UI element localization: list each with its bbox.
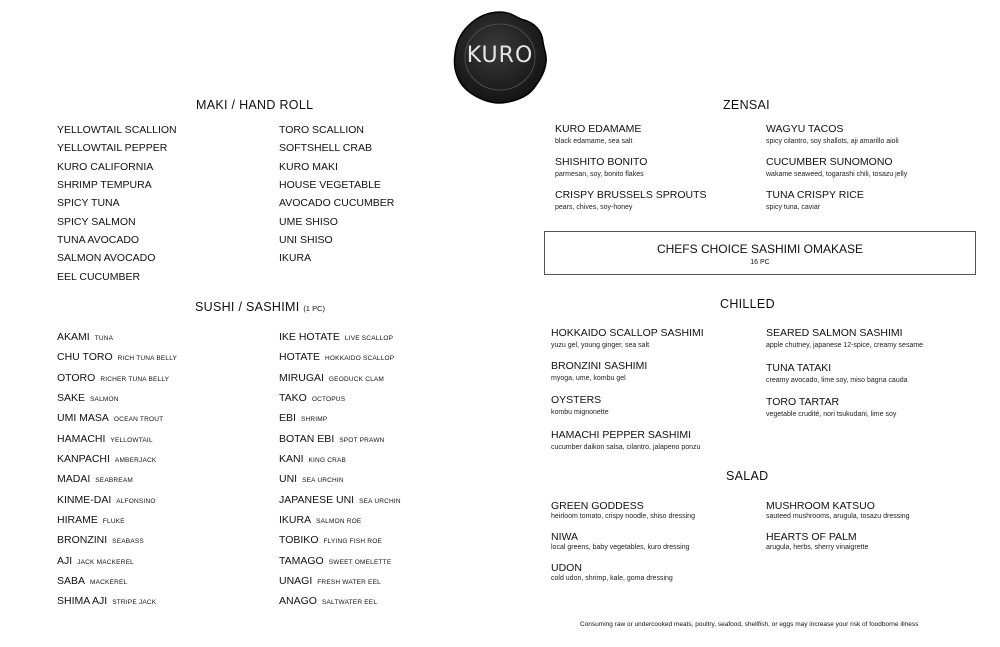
sushi-item-note: SPOT PRAWN: [339, 436, 385, 444]
zensai-section-title: ZENSAI: [723, 98, 770, 112]
sushi-item: [279, 430, 401, 450]
sushi-item-name: KANI: [279, 453, 304, 466]
sushi-item-name: IKE HOTATE: [279, 331, 340, 343]
salad-dish: [551, 500, 695, 520]
foodborne-illness-disclaimer: Consuming raw or undercooked meats, poultry, seafood, shellfish, or eggs may increase your risk of foodborne illness: [580, 621, 919, 628]
sushi-item-name: OTORO: [57, 371, 96, 384]
sushi-item-name: TAMAGO: [279, 554, 324, 567]
sushi-item-note: SEA URCHIN: [359, 497, 401, 505]
maki-item: KURO MAKI: [279, 160, 338, 173]
dish-name: WAGYU TACOS: [766, 123, 844, 135]
zensai-dish: [555, 156, 647, 178]
sushi-item-note: OCTOPUS: [311, 396, 346, 404]
dish-desc: parmesan, soy, bonito flakes: [555, 171, 644, 178]
sushi-item-note: KING CRAB: [308, 457, 347, 465]
sushi-item-note: LIVE SCALLOP: [344, 335, 394, 342]
sushi-item-note: FRESH WATER EEL: [317, 579, 381, 587]
dish-name: SHISHITO BONITO: [555, 156, 648, 168]
sushi-item: [279, 348, 401, 368]
dish-name: UDON: [551, 562, 582, 574]
sushi-item: [279, 592, 401, 612]
maki-item: SPICY SALMON: [57, 215, 136, 228]
sushi-item-name: HOTATE: [279, 351, 321, 364]
dish-desc: yuzu gel, young ginger, sea salt: [551, 342, 650, 349]
dish-name: SEARED SALMON SASHIMI: [766, 327, 903, 339]
dish-desc: creamy avocado, lime soy, miso bagna cauda: [766, 377, 908, 384]
dish-desc: spicy cilantro, soy shallots, aji amarillo aioli: [766, 138, 899, 145]
sushi-item-note: JACK MACKEREL: [77, 558, 134, 566]
sushi-item: [279, 369, 401, 389]
sushi-item-name: CHU TORO: [57, 351, 113, 364]
dish-desc: black edamame, sea salt: [555, 138, 633, 145]
maki-item: HOUSE VEGETABLE: [279, 179, 381, 192]
dish-name: TUNA TATAKI: [766, 362, 832, 374]
maki-item: IKURA: [279, 252, 312, 265]
omakase-box: [544, 231, 976, 275]
sushi-item-note: SALMON ROE: [316, 518, 362, 526]
sushi-item: [57, 389, 177, 409]
chilled-dish: [551, 327, 704, 349]
maki-item: YELLOWTAIL PEPPER: [57, 142, 168, 155]
dish-desc: pears, chives, soy-honey: [555, 204, 633, 211]
sushi-item: [279, 511, 401, 531]
sushi-item-name: HIRAME: [57, 514, 98, 527]
sushi-item: [279, 389, 401, 409]
sushi-item: [57, 430, 177, 450]
salad-dish: [551, 562, 673, 582]
sushi-item: [57, 450, 177, 470]
sushi-item: [279, 531, 401, 551]
zensai-dish: [766, 123, 899, 145]
dish-desc: apple chutney, japanese 12-spice, creamy sesame: [766, 342, 924, 349]
sushi-item-name: AJI: [57, 554, 73, 567]
sushi-item: [57, 348, 177, 368]
sushi-item-note: GEODUCK CLAM: [328, 375, 385, 383]
sushi-item-name: IKURA: [279, 514, 312, 527]
maki-section-title: MAKI / HAND ROLL: [196, 98, 314, 112]
chilled-dish: [551, 394, 609, 416]
sushi-item-note: SEABREAM: [95, 477, 133, 485]
maki-item: EEL CUCUMBER: [57, 270, 141, 283]
sushi-item-name: UNAGI: [279, 575, 313, 588]
sushi-item: [57, 531, 177, 551]
sushi-item-note: FLYING FISH ROE: [323, 538, 382, 546]
dish-name: OYSTERS: [551, 394, 602, 406]
sushi-item-note: SHRIMP: [300, 416, 328, 424]
sushi-item-name: HAMACHI: [57, 432, 106, 445]
maki-item: TORO SCALLION: [279, 124, 364, 136]
dish-desc: kombu mignonette: [551, 409, 609, 416]
sushi-item: [57, 328, 177, 348]
sushi-item: [279, 552, 401, 572]
maki-item: KURO CALIFORNIA: [57, 160, 154, 173]
sushi-item-note: ALFONSINO: [116, 497, 156, 505]
maki-item: SPICY TUNA: [57, 197, 120, 210]
sushi-item-note: RICH TUNA BELLY: [117, 355, 178, 363]
maki-item: SHRIMP TEMPURA: [57, 179, 152, 192]
sushi-item: [57, 592, 177, 612]
dish-desc: cold udon, shrimp, kale, goma dressing: [551, 575, 673, 582]
kuro-logo: [452, 10, 548, 104]
sushi-item: [279, 409, 401, 429]
omakase-title: CHEFS CHOICE SASHIMI OMAKASE: [656, 242, 864, 256]
sushi-item-name: ANAGO: [279, 595, 317, 608]
sushi-title-text: SUSHI / SASHIMI: [195, 300, 300, 314]
sushi-item-note: AMBERJACK: [114, 457, 157, 465]
chilled-dish: [766, 327, 923, 349]
sushi-item: [57, 511, 177, 531]
omakase-subtitle: 16 PC: [750, 259, 770, 266]
dish-name: GREEN GODDESS: [551, 500, 644, 512]
sushi-item-name: TOBIKO: [279, 534, 319, 547]
sushi-item-name: SHIMA AJI: [57, 595, 108, 608]
dish-name: KURO EDAMAME: [555, 123, 642, 135]
sushi-item-name: MADAI: [57, 473, 91, 486]
dish-desc: local greens, baby vegetables, kuro dressing: [551, 544, 690, 551]
dish-desc: sauteed mushrooms, arugula, tosazu dressing: [766, 513, 910, 520]
chilled-dish: [551, 360, 647, 382]
dish-desc: myoga, ume, kombu gel: [551, 375, 626, 382]
sushi-item: [279, 450, 401, 470]
logo-text: KURO: [466, 43, 534, 68]
maki-item: AVOCADO CUCUMBER: [279, 197, 395, 210]
dish-name: CRISPY BRUSSELS SPROUTS: [555, 189, 707, 201]
dish-name: TORO TARTAR: [766, 396, 840, 408]
maki-item: SALMON AVOCADO: [57, 252, 156, 265]
salad-dish: [766, 531, 868, 551]
sushi-item-note: STRIPE JACK: [112, 599, 157, 607]
sushi-item-name: UMI MASA: [57, 412, 109, 425]
dish-desc: cucumber daikon salsa, cilantro, jalapeno ponzu: [551, 444, 701, 451]
zensai-dish: [766, 189, 864, 211]
salad-dish: [551, 531, 690, 551]
maki-list-col1: [57, 121, 177, 286]
sushi-item: [279, 470, 401, 490]
dish-desc: arugula, herbs, sherry vinaigrette: [766, 544, 869, 551]
sushi-item-note: SALMON: [90, 396, 119, 404]
dish-name: MUSHROOM KATSUO: [766, 500, 875, 512]
dish-desc: spicy tuna, caviar: [766, 204, 821, 211]
sushi-item: [279, 572, 401, 592]
dish-name: HOKKAIDO SCALLOP SASHIMI: [551, 327, 704, 339]
sushi-title-note: (1 PC): [303, 304, 325, 313]
sushi-item: [57, 409, 177, 429]
sushi-item: [57, 491, 177, 511]
maki-item: UNI SHISO: [279, 234, 333, 247]
maki-item: TUNA AVOCADO: [57, 234, 140, 247]
sushi-item-name: TAKO: [279, 392, 307, 405]
chilled-dish: [766, 396, 896, 418]
dish-desc: heirloom tomato, crispy noodle, shiso dressing: [551, 513, 695, 520]
dish-name: BRONZINI SASHIMI: [551, 360, 648, 372]
sushi-item-note: SWEET OMELETTE: [328, 558, 392, 566]
sushi-item: [57, 572, 177, 592]
sushi-item-note: FLUKE: [102, 518, 125, 526]
sushi-item-note: TUNA: [94, 335, 114, 342]
sushi-item-note: SEA URCHIN: [302, 477, 344, 485]
maki-list-col2: [279, 121, 394, 268]
sushi-item-name: KANPACHI: [57, 453, 110, 466]
sushi-section-title: [195, 300, 325, 314]
dish-name: NIWA: [551, 531, 579, 543]
dish-desc: vegetable crudité, nori tsukudani, lime soy: [766, 411, 897, 418]
maki-item: YELLOWTAIL SCALLION: [57, 124, 177, 136]
dish-desc: wakame seaweed, togarashi chili, tosazu jelly: [766, 171, 908, 178]
chilled-section-title: CHILLED: [720, 297, 775, 311]
sushi-item-name: EBI: [279, 412, 296, 425]
salad-section-title: SALAD: [726, 469, 769, 483]
chilled-dish: [551, 429, 700, 451]
chilled-dish: [766, 362, 908, 384]
sushi-item: [57, 369, 177, 389]
sushi-item: [57, 552, 177, 572]
sushi-item-name: BOTAN EBI: [279, 432, 335, 445]
zensai-dish: [555, 189, 707, 211]
sushi-item-note: MACKEREL: [90, 579, 128, 587]
dish-name: HEARTS OF PALM: [766, 531, 857, 543]
sushi-item-name: KINME-DAI: [57, 493, 112, 506]
zensai-dish: [766, 156, 907, 178]
dish-name: TUNA CRISPY RICE: [766, 189, 864, 201]
sushi-item-name: JAPANESE UNI: [279, 493, 355, 506]
maki-item: UME SHISO: [279, 215, 338, 228]
sushi-item-name: SABA: [57, 575, 86, 588]
zensai-dish: [555, 123, 641, 145]
sushi-item: [57, 470, 177, 490]
sushi-item-note: SEABASS: [112, 538, 144, 546]
sushi-item-note: SALTWATER EEL: [321, 599, 378, 607]
sushi-item: [279, 328, 401, 348]
sushi-item-note: RICHER TUNA BELLY: [100, 375, 170, 383]
sushi-item: [279, 491, 401, 511]
salad-dish: [766, 500, 910, 520]
sushi-item-note: HOKKAIDO SCALLOP: [325, 355, 395, 363]
sushi-list-col2: [279, 328, 401, 613]
sushi-item-name: SAKE: [57, 392, 86, 405]
sushi-item-name: AKAMI: [57, 331, 90, 343]
maki-item: SOFTSHELL CRAB: [279, 142, 372, 155]
sushi-item-note: YELLOWTAIL: [110, 436, 153, 444]
sushi-item-name: UNI: [279, 473, 298, 486]
sushi-item-name: MIRUGAI: [279, 371, 324, 384]
sushi-item-note: OCEAN TROUT: [113, 416, 164, 424]
dish-name: CUCUMBER SUNOMONO: [766, 156, 893, 168]
sushi-list-col1: [57, 328, 177, 613]
sushi-item-name: BRONZINI: [57, 534, 108, 547]
dish-name: HAMACHI PEPPER SASHIMI: [551, 429, 692, 441]
